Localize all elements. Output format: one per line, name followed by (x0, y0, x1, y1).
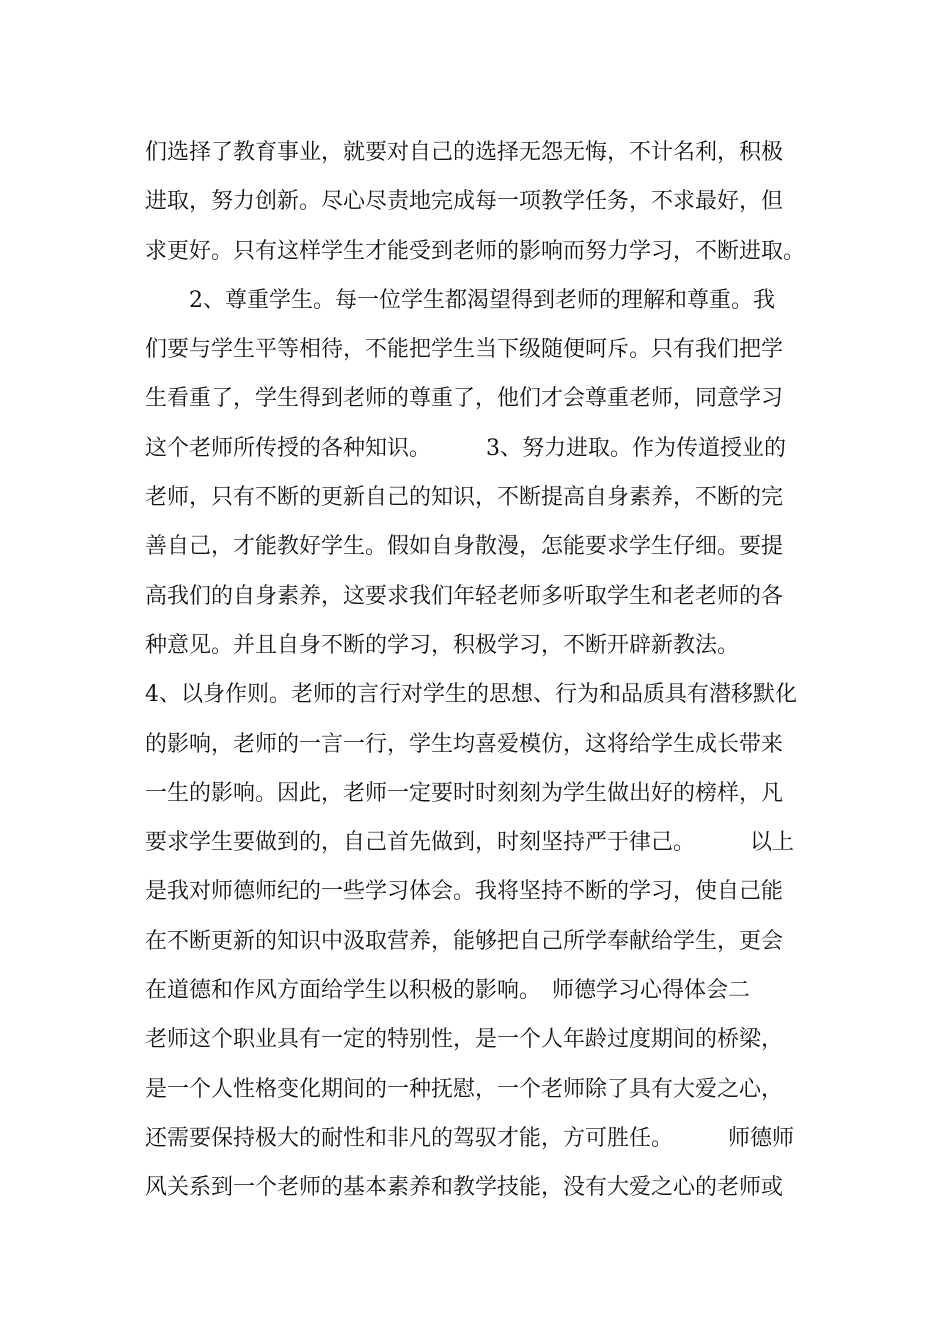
text-line: 种意见。并且自身不断的学习，积极学习，不断开辟新教法。 (145, 632, 740, 658)
text-line: 高我们的自身素养，这要求我们年轻老师多听取学生和老老师的各 (145, 583, 784, 609)
text-line: 善自己，才能教好学生。假如自身散漫，怎能要求学生仔细。要提 (145, 534, 784, 560)
text-line: 在道德和作风方面给学生以积极的影响。 师德学习心得体会二 (145, 978, 751, 1004)
text-line: 风关系到一个老师的基本素养和教学技能，没有大爱之心的老师或 (145, 1175, 784, 1201)
text-line: 还需要保持极大的耐性和非凡的驾驭才能，方可胜任。 师德师 (145, 1125, 795, 1151)
text-line: 2、尊重学生。每一位学生都渴望得到老师的理解和尊重。我 (145, 287, 775, 313)
text-line: 一生的影响。因此，老师一定要时时刻刻为学生做出好的榜样，凡 (145, 780, 784, 806)
text-line: 求更好。只有这样学生才能受到老师的影响而努力学习，不断进取。 (145, 238, 806, 264)
text-line: 们要与学生平等相待，不能把学生当下级随便呵斥。只有我们把学 (145, 337, 784, 363)
text-line: 老师，只有不断的更新自己的知识，不断提高自身素养，不断的完 (145, 485, 784, 511)
text-line: 是一个人性格变化期间的一种抚慰，一个老师除了具有大爱之心， (145, 1076, 784, 1102)
text-line: 老师这个职业具有一定的特别性，是一个人年龄过度期间的桥梁， (145, 1027, 784, 1053)
text-line: 在不断更新的知识中汲取营养，能够把自己所学奉献给学生，更会 (145, 928, 784, 954)
text-line: 4、以身作则。老师的言行对学生的思想、行为和品质具有潜移默化 (145, 682, 797, 708)
text-line: 生看重了，学生得到老师的尊重了，他们才会尊重老师，同意学习 (145, 386, 784, 412)
document-body (145, 128, 825, 1213)
text-line: 是我对师德师纪的一些学习体会。我将坚持不断的学习，使自己能 (145, 879, 784, 905)
text-line: 们选择了教育事业，就要对自己的选择无怨无悔，不计名利，积极 (145, 140, 784, 165)
text-line: 要求学生要做到的，自己首先做到，时刻坚持严于律己。 以上 (145, 830, 795, 856)
text-line: 进取，努力创新。尽心尽责地完成每一项教学任务，不求最好，但 (145, 189, 784, 215)
text-line: 的影响，老师的一言一行，学生均喜爱模仿，这将给学生成长带来 (145, 731, 784, 757)
text-line: 这个老师所传授的各种知识。 3、努力进取。作为传道授业的 (145, 435, 786, 461)
